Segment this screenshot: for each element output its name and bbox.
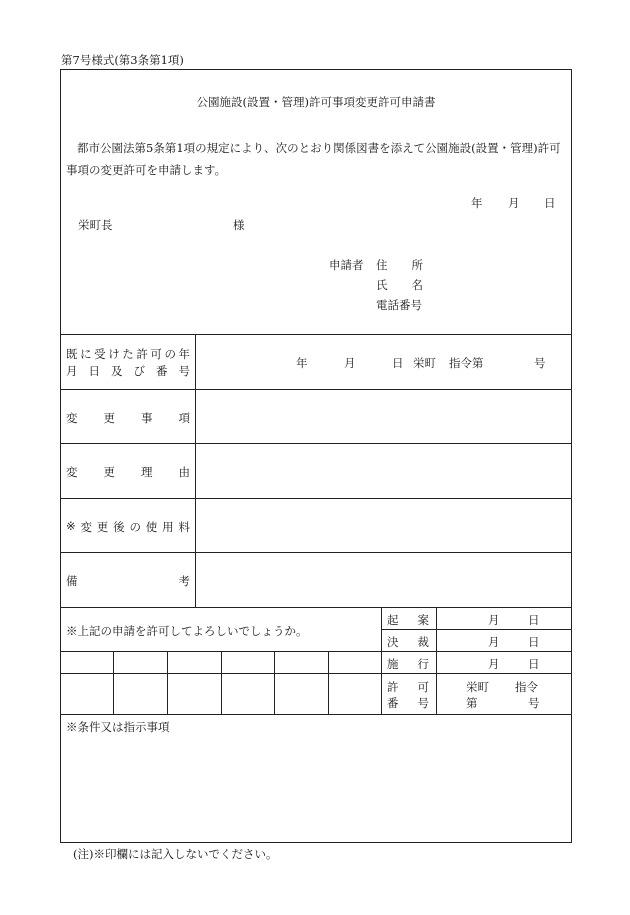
applicant-name-label: 氏 名 [376,278,423,292]
divider [60,673,572,674]
applicant-address-label: 住 所 [376,258,423,272]
form-number: 第7号様式(第3条第1項) [61,53,184,67]
intro-paragraph: 都市公園法第5条第1項の規定により、次のとおり関係図書を添えて公園施設(設置・管理)許可事項の変更許可を申請します。 [66,141,561,177]
enforced-month: 月 [488,657,500,671]
enforced-day: 日 [528,657,540,671]
permit-go: 号 [528,696,540,710]
divider [328,651,329,714]
decided-month: 月 [488,635,500,649]
divider [60,607,572,608]
prior-permit-town: 栄町 [413,356,436,370]
divider [381,607,382,714]
divider [60,552,572,553]
prior-permit-number: 号 [534,356,546,370]
addressee-honorific: 様 [233,218,245,232]
prior-permit-order: 指令第 [449,356,484,370]
change-items-label: 変 更 事 項 [66,411,190,425]
date-month: 月 [508,196,520,210]
conditions-label: ※条件又は指示事項 [66,720,170,734]
form-title: 公園施設(設置・管理)許可事項変更許可申請書 [196,95,436,109]
fee-label: ※ 変 更 後 の 使 用 料 [66,519,190,534]
permit-town: 栄町 [466,680,489,694]
divider [113,651,114,714]
date-day: 日 [544,196,556,210]
prior-permit-label-line2: 月 日 及 び 番 号 [66,364,190,378]
divider [60,714,572,715]
applicant-phone-label: 電話番号 [376,298,422,312]
drafted-label: 起 案 [387,613,429,627]
divider [60,443,572,444]
divider [60,651,572,652]
divider [436,607,437,714]
decided-day: 日 [528,635,540,649]
permit-number-label-1: 許 可 [387,680,429,694]
divider [274,651,275,714]
decided-label: 決 裁 [387,635,429,649]
prior-permit-day: 日 [392,356,404,370]
permit-order: 指令 [515,680,538,694]
applicant-label: 申請者 [329,258,364,272]
divider [60,334,572,335]
change-reason-label: 変 更 理 由 [66,465,190,479]
permit-dai: 第 [466,696,478,710]
enforced-label: 施 行 [387,657,429,671]
prior-permit-label-line1: 既 に 受 け た 許 可 の 年 [66,347,190,361]
approval-question: ※上記の申請を許可してよろしいでしょうか。 [66,624,308,638]
remarks-label: 備 考 [66,574,190,588]
footnote: (注)※印欄には記入しないでください。 [73,847,278,861]
prior-permit-month: 月 [344,356,356,370]
drafted-day: 日 [528,613,540,627]
divider [60,498,572,499]
divider [381,629,572,630]
divider [195,334,196,607]
date-year: 年 [471,196,483,210]
divider [60,389,572,390]
divider [221,651,222,714]
divider [167,651,168,714]
drafted-month: 月 [488,613,500,627]
addressee-name: 栄町長 [78,218,113,232]
permit-number-label-2: 番 号 [387,696,429,710]
prior-permit-year: 年 [296,356,308,370]
